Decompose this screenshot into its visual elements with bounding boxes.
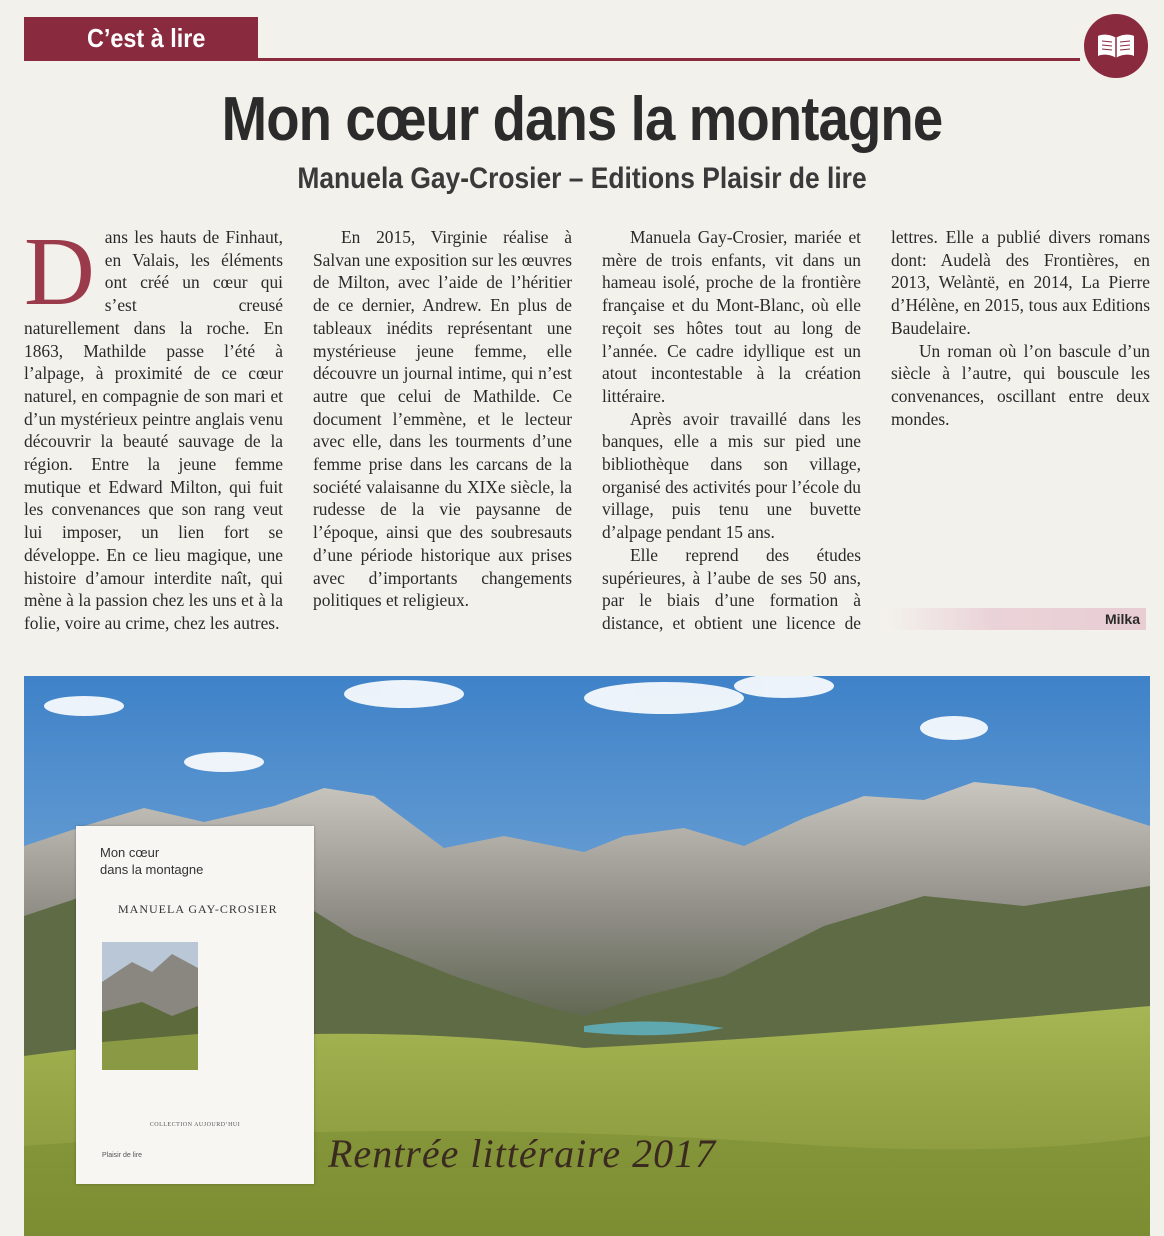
cover-publisher: Plaisir de lire (102, 1152, 143, 1159)
article-paragraph: Elle reprend des études supérieures, à l’aube de ses 50 ans, par le biais d’une formation à distance, et obtient une licence de lettres. Elle a publié divers romans dont: Audelà des Frontières, en 2013, Welàntë, en 2014, La Pierre d’Hélène, en 2015, tous aux Editions Baudelaire. (602, 227, 1150, 633)
article-body (24, 218, 1150, 636)
section-label: C’est à lire (87, 23, 206, 53)
article-subtitle: Manuela Gay-Crosier – Editions Plaisir de lire (297, 162, 867, 195)
article-paragraph: Un roman où l’on bascule d’un siècle à l’autre, qui bouscule les convenances, oscillant entre deux mondes. (891, 340, 1150, 429)
cover-mountain-image (102, 942, 198, 1070)
book-cover (76, 826, 314, 1184)
section-tab (24, 17, 258, 60)
article-paragraph: En 2015, Virginie réalise à Salvan une exposition sur les œuvres de Milton, avec l’aide de l’héritier de ce dernier, Andrew. En plus de tableaux inédits représentant une mystérieuse jeune femme, elle découvre un journal intime, qui n’est autre que celui de Mathilde. Ce document l’emmène, et le lecteur avec elle, dans les tourments d’une femme prise dans les carcans de la société valaisanne du XIXe siècle, la rudesse de la vie paysanne de l’époque, ainsi que des soubresauts d’une période historique aux prises avec d’importants changements politiques et religieux. (313, 227, 572, 611)
cover-title: Mon cœur dans la montagne (100, 845, 204, 877)
article-paragraph: Manuela Gay-Crosier, mariée et mère de trois enfants, vit dans un hameau isolé, proche de la frontière française et du Mont-Blanc, où elle reçoit ses hôtes tout au long de l’année. Ce cadre idyllique est un atout incontestable à la création littéraire. (602, 227, 861, 406)
open-book-icon (1084, 14, 1148, 78)
cover-collection: COLLECTION AUJOURD’HUI (149, 1122, 241, 1128)
section-rule (24, 58, 1080, 61)
article-paragraph: Après avoir travaillé dans les banques, elle a mis sur pied une bibliothèque dans son village, organisé des activités pour l’école du village, puis tenu une buvette d’alpage pendant 15 ans. (602, 408, 861, 543)
drop-cap: D (24, 218, 95, 326)
article-title: Mon cœur dans la montagne (221, 85, 943, 154)
author-signature: Milka (888, 608, 1146, 630)
cover-author: MANUELA GAY-CROSIER (118, 902, 278, 916)
photo-caption: Rentrée littéraire 2017 (328, 1131, 717, 1176)
article-paragraph: Dans les hauts de Finhaut, en Valais, les éléments ont créé un cœur qui s’est creusé naturellement dans la roche. En 1863, Mathilde passe l’été à l’alpage, à proximité de ce cœur naturel, en compagnie de son mari et d’un mystérieux peintre anglais venu découvrir la beauté sauvage de la région. Entre la jeune femme mutique et Edward Milton, qui fuit les convenances que son rang veut lui imposer, un lien fort se développe. En ce lieu magique, une histoire d’amour interdite naît, qui mène à la passion chez les uns et à la folie, voire au crime, chez les autres. (24, 218, 283, 633)
